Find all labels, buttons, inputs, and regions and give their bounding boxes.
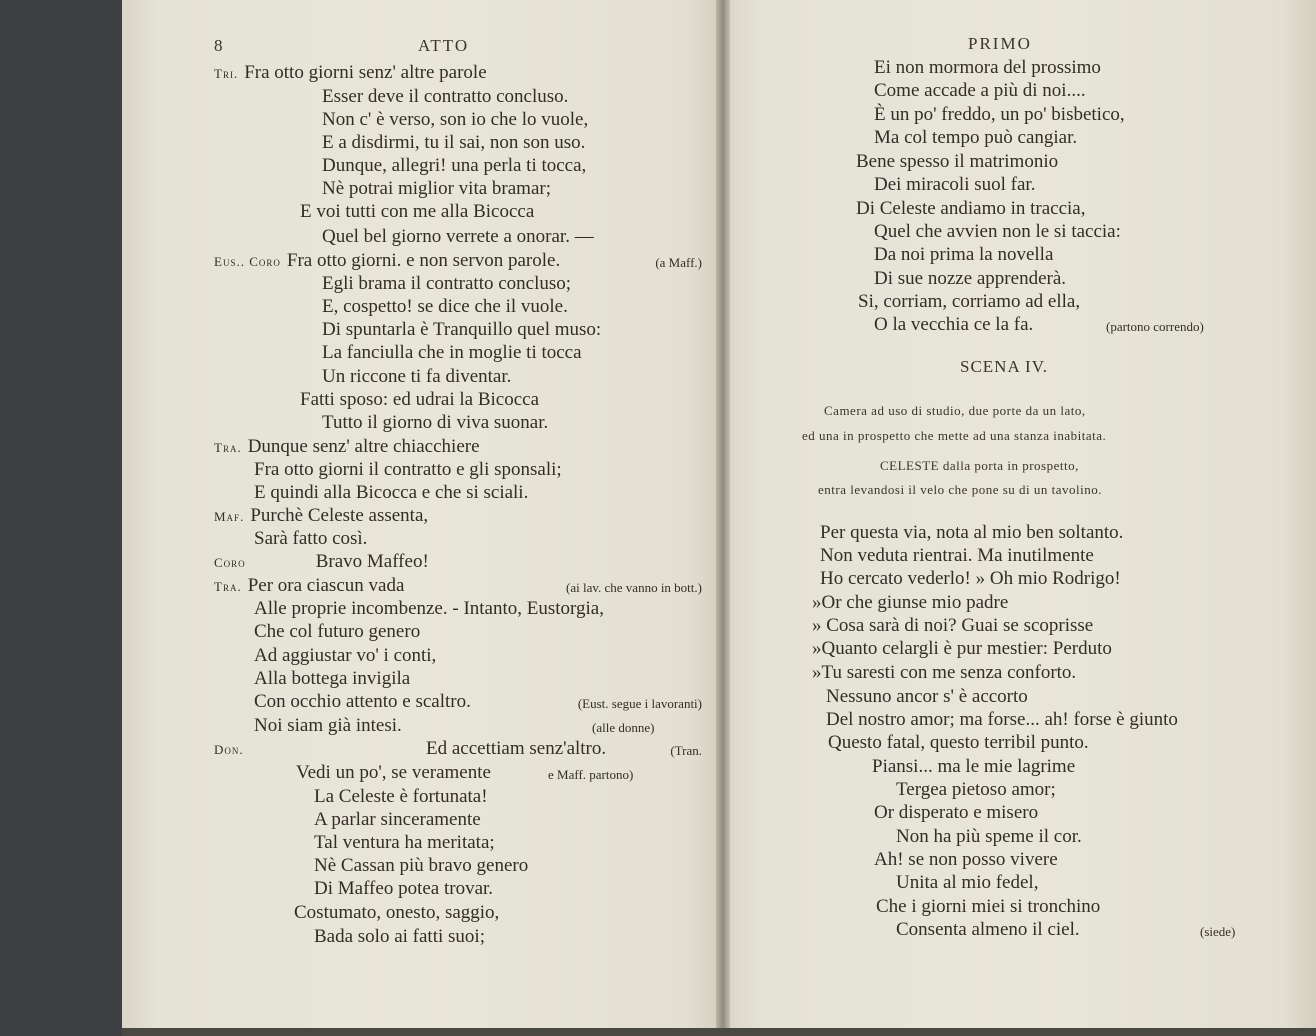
- verse-text: Ed accettiam senz'altro.: [426, 738, 607, 759]
- verse-text: Egli brama il contratto concluso;: [322, 273, 572, 294]
- verse-text: »Quanto celargli è pur mestier: Perduto: [812, 638, 1112, 659]
- verse-line: [874, 268, 1066, 290]
- running-head-right: PRIMO: [968, 34, 1032, 53]
- stage-direction: (partono correndo): [1106, 319, 1204, 334]
- verse-line: [214, 738, 607, 761]
- verse-line: [254, 482, 528, 504]
- verse-text: Alle proprie incombenze. - Intanto, Eustorgia,: [254, 598, 604, 619]
- verse-line: [826, 686, 1028, 708]
- stage-direction: (Tran.: [670, 743, 702, 758]
- verse-line: [300, 201, 534, 223]
- verse-line: [874, 244, 1053, 266]
- verse-text: Di spuntarla è Tranquillo quel muso:: [322, 319, 602, 340]
- verse-text: Tal ventura ha meritata;: [314, 832, 495, 853]
- verse-line: [812, 662, 1076, 684]
- verse-text: Ho cercato vederlo! » Oh mio Rodrigo!: [820, 568, 1121, 589]
- verse-line: [858, 291, 1080, 313]
- verse-text: La Celeste è fortunata!: [314, 786, 488, 807]
- verse-text: Ad aggiustar vo' i conti,: [254, 645, 437, 666]
- scene-title: SCENA IV.: [960, 357, 1049, 376]
- verse-line: [254, 715, 402, 737]
- stage-direction: (siede): [1200, 924, 1236, 939]
- verse-text: Fatti sposo: ed udrai la Bicocca: [300, 389, 540, 410]
- verse-text: E, cospetto! se dice che il vuole.: [322, 296, 568, 317]
- stage-direction: (ai lav. che vanno in bott.): [566, 580, 702, 595]
- verse-line: [314, 855, 528, 877]
- page-bottom-edge: [122, 1028, 1316, 1036]
- verse-line: [874, 802, 1038, 824]
- verse-text: Quel bel giorno verrete a onorar. —: [322, 226, 594, 247]
- verse-text: Di sue nozze apprenderà.: [874, 268, 1067, 289]
- verse-text: Che i giorni miei si tronchino: [876, 896, 1101, 917]
- verse-text: E a disdirmi, tu il sai, non son uso.: [322, 132, 586, 153]
- verse-text: Tergea pietoso amor;: [896, 779, 1056, 800]
- verse-line: [896, 919, 1080, 941]
- verse-text: »Tu saresti con me senza conforto.: [812, 662, 1077, 683]
- verse-text: Per questa via, nota al mio ben soltanto.: [820, 522, 1124, 543]
- verse-line: [812, 638, 1112, 660]
- verse-line: [254, 691, 471, 713]
- verse-line: [322, 342, 582, 364]
- verse-text: Noi siam già intesi.: [254, 715, 402, 736]
- verse-line: [322, 412, 548, 434]
- verse-text: Dei miracoli suol far.: [874, 174, 1036, 195]
- verse-text: Fra otto giorni senz' altre parole: [244, 62, 487, 83]
- verse-text: Unita al mio fedel,: [896, 872, 1039, 893]
- stage-direction: (Eust. segue i lavoranti): [577, 696, 702, 711]
- verse-line: [314, 878, 493, 900]
- verse-line: [874, 849, 1058, 871]
- verse-text: Ma col tempo può cangiar.: [874, 127, 1078, 148]
- verse-text: Per ora ciascun vada: [247, 575, 405, 596]
- speaker-name: Coro: [214, 555, 246, 570]
- speaker-name: Don.: [214, 742, 244, 757]
- verse-line: [820, 545, 1094, 567]
- verse-line: [214, 575, 404, 598]
- verse-line: [254, 645, 436, 667]
- verse-text: La fanciulla che in moglie ti tocca: [322, 342, 582, 363]
- speaker-name: Eus.. Coro: [214, 254, 281, 269]
- verse-line: [254, 528, 367, 550]
- verse-line: [896, 779, 1056, 801]
- verse-text: O la vecchia ce la fa.: [874, 314, 1034, 335]
- verse-text: Quel che avvien non le si taccia:: [874, 221, 1121, 242]
- verse-line: [896, 826, 1082, 848]
- verse-line: [300, 389, 539, 411]
- verse-line: [254, 621, 420, 643]
- stage-direction-setting-cont: ed una in prospetto che mette ad una stanza inabitata.: [802, 428, 1107, 443]
- verse-text: Da noi prima la novella: [874, 244, 1054, 265]
- verse-line: [322, 109, 588, 131]
- speaker-name: Tra.: [214, 440, 242, 455]
- verse-text: Esser deve il contratto concluso.: [322, 86, 569, 107]
- verse-line: [812, 592, 1008, 614]
- verse-text: Di Celeste andiamo in traccia,: [856, 198, 1086, 219]
- verse-text: Non veduta rientrai. Ma inutilmente: [820, 545, 1094, 566]
- stage-direction-setting: Camera ad uso di studio, due porte da un lato,: [824, 403, 1086, 418]
- verse-line: [856, 198, 1086, 220]
- verse-line: [314, 786, 488, 808]
- verse-line: [874, 221, 1121, 243]
- page-number: 8: [214, 36, 225, 55]
- verse-line: [874, 57, 1101, 79]
- verse-text: Del nostro amor; ma forse... ah! forse è giunto: [826, 709, 1178, 730]
- stage-direction: e Maff. partono): [548, 767, 634, 782]
- verse-text: Come accade a più di noi....: [874, 80, 1086, 101]
- verse-line: [322, 155, 586, 177]
- verse-line: [314, 809, 481, 831]
- verse-line: [214, 505, 428, 528]
- verse-text: » Cosa sarà di noi? Guai se scoprisse: [812, 615, 1094, 636]
- stage-direction: (alle donne): [592, 720, 655, 735]
- verse-line: [856, 151, 1058, 173]
- verse-text: Di Maffeo potea trovar.: [314, 878, 494, 899]
- verse-line: [322, 132, 585, 154]
- verse-text: Si, corriam, corriamo ad ella,: [858, 291, 1081, 312]
- verse-text: Ei non mormora del prossimo: [874, 57, 1101, 78]
- verse-line: [896, 872, 1038, 894]
- stage-direction: (a Maff.): [655, 255, 702, 270]
- verse-text: Nè potrai miglior vita bramar;: [322, 178, 551, 199]
- verse-text: Or disperato e misero: [874, 802, 1039, 823]
- verse-text: Con occhio attento e scaltro.: [254, 691, 471, 712]
- verse-line: [314, 832, 495, 854]
- verse-text: Consenta almeno il ciel.: [896, 919, 1080, 940]
- verse-text: Dunque, allegri! una perla ti tocca,: [322, 155, 587, 176]
- verse-text: Costumato, onesto, saggio,: [294, 902, 500, 923]
- verse-line: [820, 522, 1123, 544]
- verse-line: [826, 709, 1178, 731]
- verse-line: [812, 615, 1093, 637]
- verse-line: [254, 668, 410, 690]
- verse-text: Piansi... ma le mie lagrime: [872, 756, 1076, 777]
- book-gutter: [716, 0, 730, 1036]
- verse-text: Nè Cassan più bravo genero: [314, 855, 529, 876]
- left-page: [122, 0, 720, 1036]
- verse-text: Non c' è verso, son io che lo vuole,: [322, 109, 589, 130]
- verse-line: [322, 366, 511, 388]
- verse-text: Questo fatal, questo terribil punto.: [828, 732, 1089, 753]
- verse-text: Non ha più speme il cor.: [896, 826, 1082, 847]
- verse-text: Bene spesso il matrimonio: [856, 151, 1059, 172]
- verse-text: Sarà fatto così.: [254, 528, 368, 549]
- verse-text: Che col futuro genero: [254, 621, 421, 642]
- verse-text: Purchè Celeste assenta,: [250, 505, 429, 526]
- verse-line: [254, 459, 562, 481]
- running-head-left: ATTO: [418, 36, 470, 55]
- verse-line: [872, 756, 1075, 778]
- verse-text: Alla bottega invigila: [254, 668, 411, 689]
- verse-line: [254, 598, 604, 620]
- verse-text: È un po' freddo, un po' bisbetico,: [874, 104, 1125, 125]
- stage-direction-character: CELESTE dalla porta in prospetto,: [880, 458, 1079, 473]
- verse-text: E quindi alla Bicocca e che si sciali.: [254, 482, 529, 503]
- verse-line: [314, 926, 485, 948]
- speaker-name: Maf.: [214, 509, 245, 524]
- verse-line: [874, 314, 1033, 336]
- verse-line: [874, 174, 1035, 196]
- verse-text: Bada solo ai fatti suoi;: [314, 926, 485, 947]
- verse-line: [322, 273, 571, 295]
- verse-text: Nessuno ancor s' è accorto: [826, 686, 1028, 707]
- stage-direction-action: entra levandosi il velo che pone su di un tavolino.: [818, 482, 1102, 497]
- verse-line: [874, 127, 1077, 149]
- verse-line: [322, 296, 568, 318]
- verse-line: [296, 762, 491, 784]
- verse-line: [294, 902, 499, 924]
- verse-text: Ah! se non posso vivere: [874, 849, 1058, 870]
- verse-text: »Or che giunse mio padre: [812, 592, 1009, 613]
- verse-text: Fra otto giorni. e non servon parole.: [286, 250, 561, 271]
- verse-line: [322, 319, 601, 341]
- verse-line: [322, 86, 568, 108]
- verse-text: Un riccone ti fa diventar.: [322, 366, 512, 387]
- verse-line: [874, 104, 1125, 126]
- verse-line: [820, 568, 1121, 590]
- verse-line: [214, 551, 429, 574]
- verse-line: [876, 896, 1100, 918]
- verse-line: [322, 226, 594, 248]
- verse-line: [214, 250, 560, 273]
- verse-text: Bravo Maffeo!: [315, 551, 429, 572]
- verse-line: [322, 178, 551, 200]
- verse-text: Dunque senz' altre chiacchiere: [247, 436, 480, 457]
- speaker-name: Tra.: [214, 579, 242, 594]
- book-spine-background: [0, 0, 122, 1036]
- verse-line: [828, 732, 1089, 754]
- verse-text: Tutto il giorno di viva suonar.: [322, 412, 549, 433]
- verse-text: A parlar sinceramente: [314, 809, 481, 830]
- verse-text: E voi tutti con me alla Bicocca: [300, 201, 535, 222]
- speaker-name: Tri.: [214, 66, 239, 81]
- verse-line: [214, 436, 480, 459]
- right-page: [724, 0, 1316, 1036]
- verse-text: Vedi un po', se veramente: [296, 762, 491, 783]
- verse-line: [214, 62, 487, 85]
- verse-text: Fra otto giorni il contratto e gli sponsali;: [254, 459, 562, 480]
- verse-line: [874, 80, 1086, 102]
